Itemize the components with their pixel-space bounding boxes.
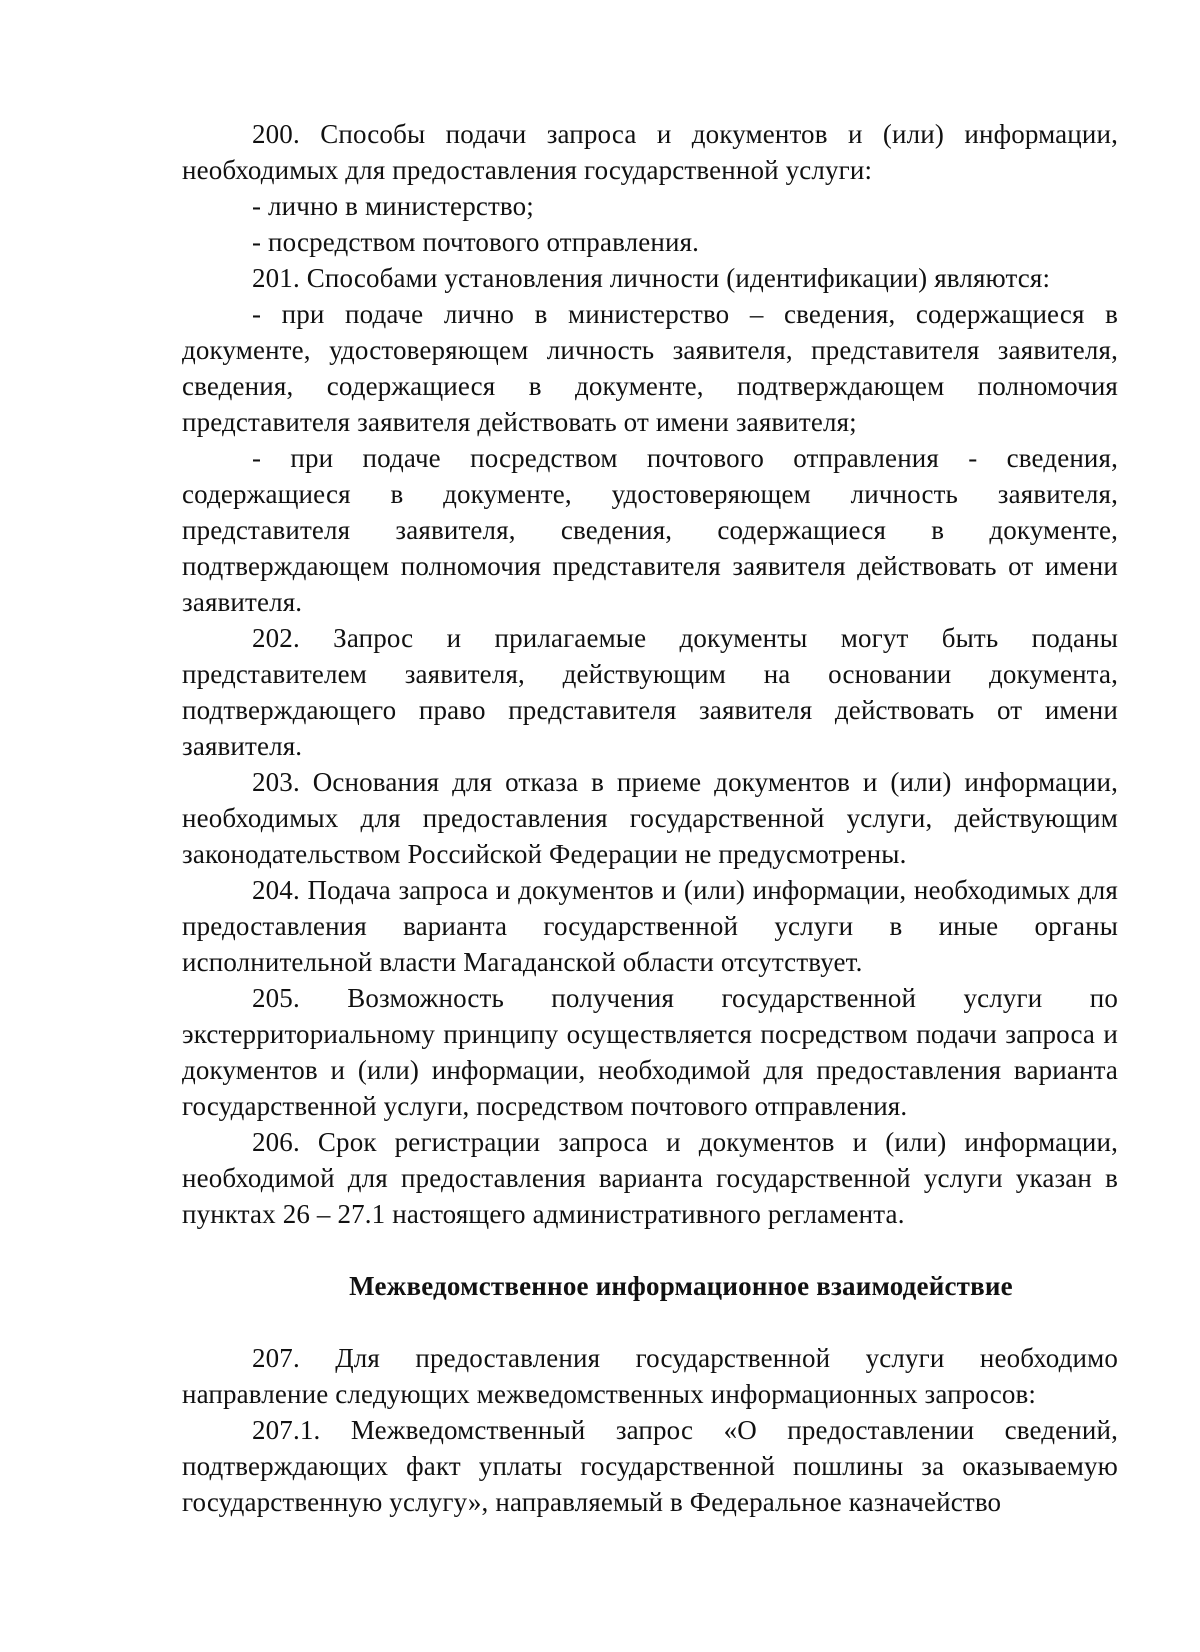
paragraph-202: 202. Запрос и прилагаемые документы могут быть поданы представителем заявителя, действующим на основании документа, подтверждающего право представителя заявителя действовать от имени заявителя. <box>182 623 1118 761</box>
paragraph-200: 200. Способы подачи запроса и документов и (или) информации, необходимых для предоставления государственной услуги: <box>182 119 1118 185</box>
list-item-by-mail: - посредством почтового отправления. <box>252 227 700 257</box>
paragraph-207-1: 207.1. Межведомственный запрос «О предоставлении сведений, подтверждающих факт уплаты государственной пошлины за оказываемую государственную услугу», направляемый в Федеральное казначейство <box>182 1415 1118 1517</box>
list-item-identification-in-person: - при подаче лично в министерство – сведения, содержащиеся в документе, удостоверяющем личность заявителя, представителя заявителя, сведения, содержащиеся в документе, подтверждающем полномочия представителя заявителя действовать от имени заявителя; <box>182 299 1118 437</box>
section-spacer-bottom <box>182 1304 1118 1340</box>
section-heading: Межведомственное информационное взаимодействие <box>349 1271 1013 1301</box>
list-item-identification-by-mail: - при подаче посредством почтового отправления - сведения, содержащиеся в документе, удостоверяющем личность заявителя, представителя заявителя, сведения, содержащиеся в документе, подтверждающем полномочия представителя заявителя действовать от имени заявителя. <box>182 443 1118 617</box>
section-spacer-top <box>182 1232 1118 1268</box>
list-item-in-person: - лично в министерство; <box>252 191 534 221</box>
paragraph-201: 201. Способами установления личности (идентификации) являются: <box>252 263 1051 293</box>
paragraph-203: 203. Основания для отказа в приеме документов и (или) информации, необходимых для предоставления государственной услуги, действующим законодательством Российской Федерации не предусмотрены. <box>182 767 1118 869</box>
paragraph-206: 206. Срок регистрации запроса и документов и (или) информации, необходимой для предоставления варианта государственной услуги указан в пунктах 26 – 27.1 настоящего административного регламента. <box>182 1127 1118 1229</box>
paragraph-204: 204. Подача запроса и документов и (или) информации, необходимых для предоставления варианта государственной услуги в иные органы исполнительной власти Магаданской области отсутствует. <box>182 875 1118 977</box>
paragraph-207: 207. Для предоставления государственной услуги необходимо направление следующих межведомственных информационных запросов: <box>182 1343 1118 1409</box>
document-body <box>182 116 1118 1520</box>
paragraph-205: 205. Возможность получения государственной услуги по экстерриториальному принципу осуществляется посредством подачи запроса и документов и (или) информации, необходимой для предоставления варианта государственной услуги, посредством почтового отправления. <box>182 983 1118 1121</box>
